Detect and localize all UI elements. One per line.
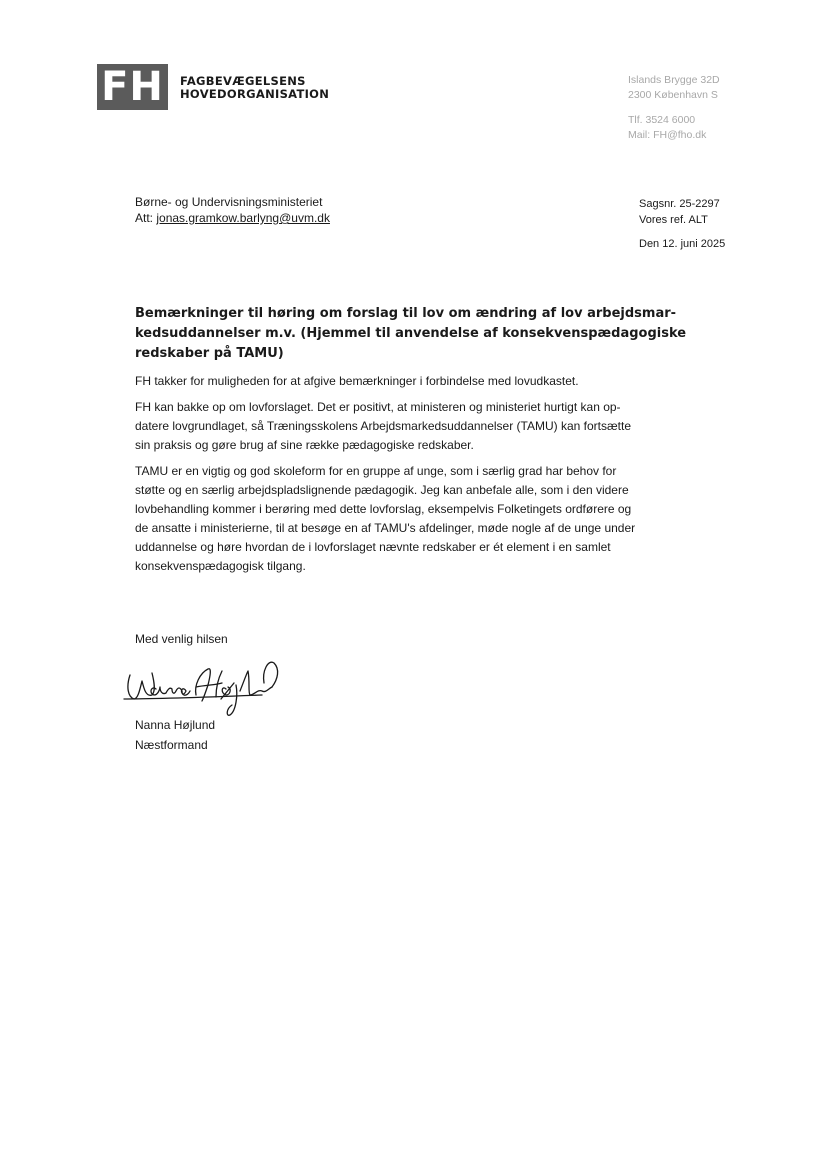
paragraph-line: de ansatte i ministerierne, til at besøge en af TAMU's afdelinger, møde nogle af de unge under (135, 521, 636, 535)
paragraph-1 (135, 372, 715, 391)
sender-mail: Mail: FH@fho.dk (628, 129, 707, 141)
paragraph-line: lovbehandling kommer i berøring med dette lovforslag, eksempelvis Folketingets ordførere og (135, 502, 632, 516)
organisation-name-line1: FAGBEVÆGELSENS (180, 74, 306, 88)
paragraph-line: TAMU er en vigtig og god skoleform for en gruppe af unge, som i særlig grad har behov for (135, 464, 617, 478)
organisation-name (180, 75, 329, 101)
our-reference: Vores ref. ALT (639, 214, 708, 226)
paragraph-line: FH takker for muligheden for at afgive bemærkninger i forbindelse med lovudkastet. (135, 374, 579, 388)
paragraph-line: FH kan bakke op om lovforslaget. Det er positivt, at ministeren og ministeriet hurtigt kan op- (135, 400, 621, 414)
sender-phone: Tlf. 3524 6000 (628, 114, 696, 126)
signature-text: Nanna Højlund (122, 655, 129, 656)
sender-city: 2300 København S (628, 89, 718, 101)
title-line: Bemærkninger til høring om forslag til lov om ændring af lov arbejdsmar- (135, 306, 677, 321)
paragraph-2 (135, 398, 715, 455)
fh-logo (97, 64, 168, 110)
sender-street: Islands Brygge 32D (628, 74, 720, 86)
recipient-att (135, 210, 330, 226)
organisation-name-line2: HOVEDORGANISATION (180, 87, 330, 101)
paragraph-line: datere lovgrundlaget, så Træningsskolens Arbejdsmarkedsuddannelser (TAMU) kan fortsætte (135, 419, 632, 433)
logo-letters: FH (101, 64, 164, 110)
case-number: Sagsnr. 25-2297 (639, 198, 720, 210)
letter-title (135, 304, 705, 364)
paragraph-line: konsekvenspædagogisk tilgang. (135, 559, 306, 573)
att-label: Att: (135, 211, 154, 225)
letter-date: Den 12. juni 2025 (639, 238, 726, 250)
paragraph-line: uddannelse og høre hvordan de i lovforslaget nævnte redskaber er ét element i en samlet (135, 540, 611, 554)
handwritten-signature (122, 655, 292, 723)
closing-greeting: Med venlig hilsen (135, 632, 228, 646)
title-line: redskaber på TAMU) (135, 346, 284, 361)
paragraph-line: sin praksis og gøre brug af sine række pædagogiske redskaber. (135, 438, 474, 452)
signer-role: Næstformand (135, 738, 208, 752)
title-line: kedsuddannelser m.v. (Hjemmel til anvendelse af konsekvenspædagogiske (135, 326, 687, 341)
signer-name: Nanna Højlund (135, 718, 216, 732)
paragraph-line: støtte og en særlig arbejdspladslignende pædagogik. Jeg kan anbefale alle, som i den videre (135, 483, 629, 497)
att-email-link[interactable]: jonas.gramkow.barlyng@uvm.dk (156, 211, 330, 225)
paragraph-3 (135, 462, 715, 576)
recipient-name: Børne- og Undervisningsministeriet (135, 195, 323, 209)
